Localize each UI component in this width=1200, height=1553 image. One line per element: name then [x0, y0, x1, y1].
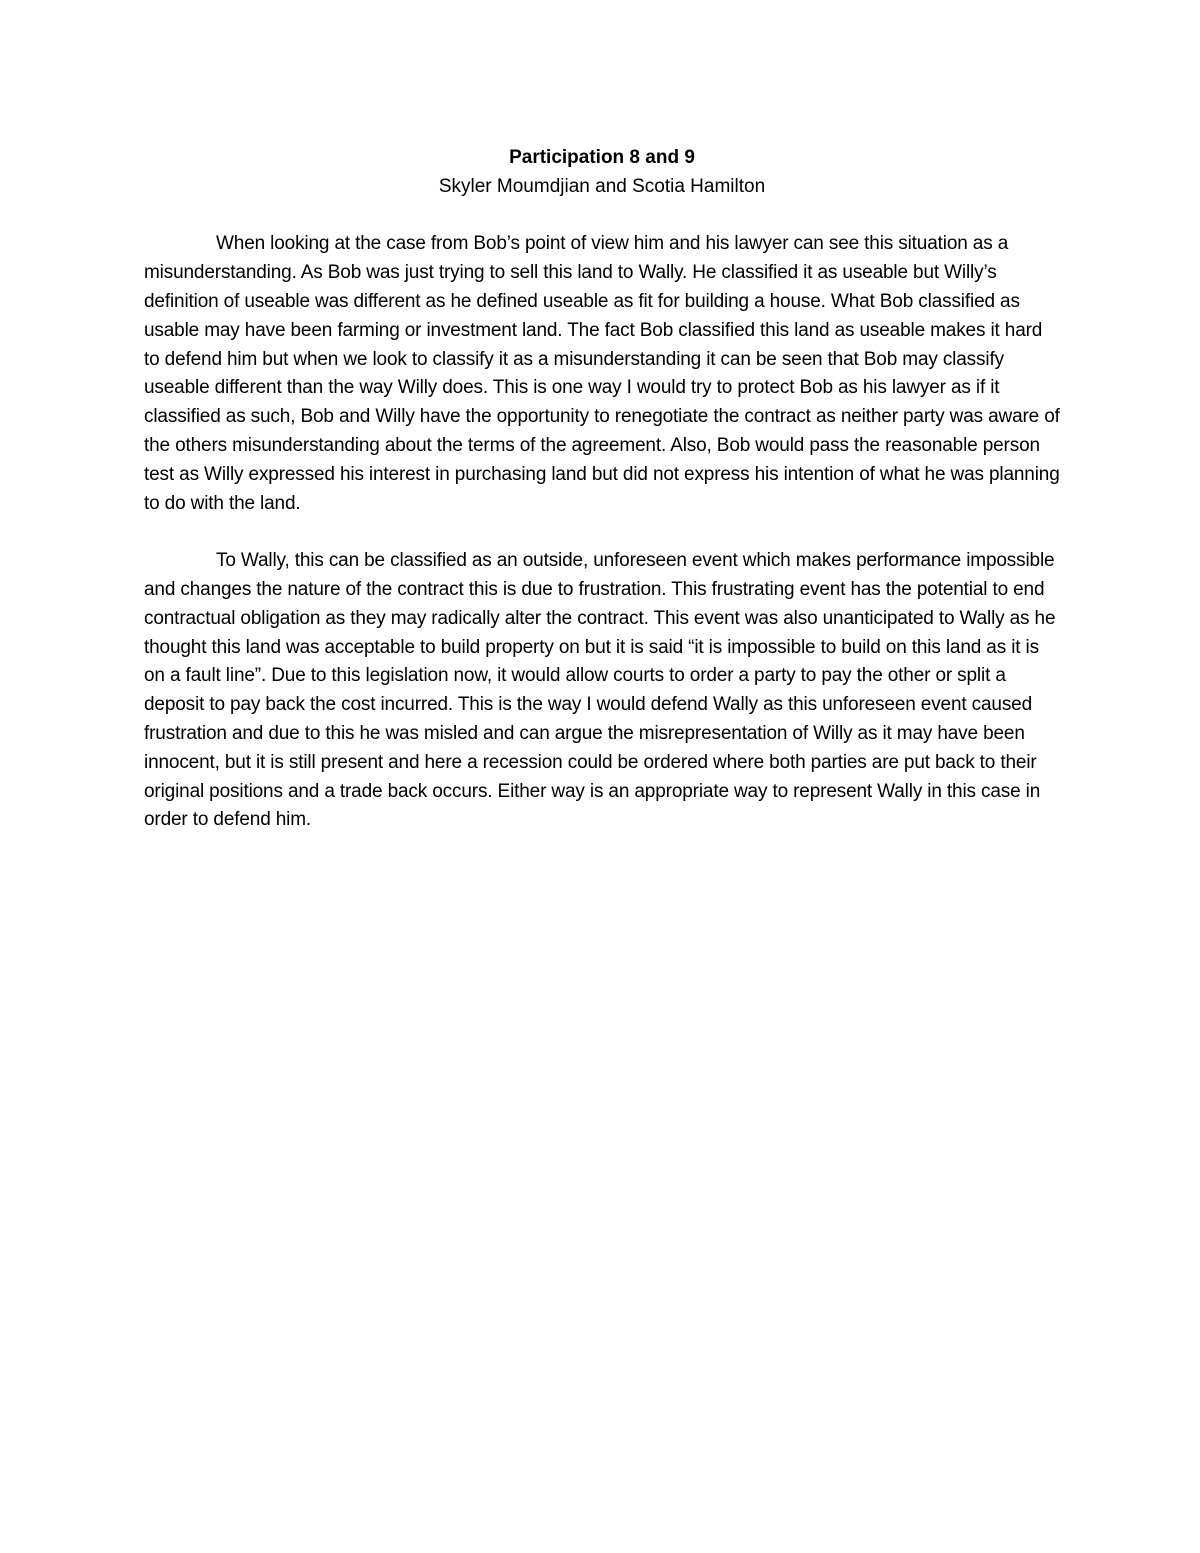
paragraph-bob-perspective: When looking at the case from Bob’s point of view him and his lawyer can see this situation as a misunderstanding. As Bob was just trying to sell this land to Wally. He classified it as useable but Willy’s definition of useable was different as he defined useable as fit for building a house. What Bob classified as usable may have been farming or investment land. The fact Bob classified this land as useable makes it hard to defend him but when we look to classify it as a misunderstanding it can be seen that Bob may classify useable different than the way Willy does. This is one way I would try to protect Bob as his lawyer as if it classified as such, Bob and Willy have the opportunity to renegotiate the contract as neither party was aware of the others misunderstanding about the terms of the agreement. Also, Bob would pass the reasonable person test as Willy expressed his interest in purchasing land but did not express his intention of what he was planning to do with the land.	[144, 233, 1060, 514]
document-title: Participation 8 and 9	[509, 147, 695, 168]
paragraph-wally-perspective: To Wally, this can be classified as an outside, unforeseen event which makes performance impossible and changes the nature of the contract this is due to frustration. This frustrating event has the potential to end contractual obligation as they may radically alter the contract. This event was also unanticipated to Wally as he thought this land was acceptable to build property on but it is said “it is impossible to build on this land as it is on a fault line”. Due to this legislation now, it would allow courts to order a party to pay the other or split a deposit to pay back the cost incurred. This is the way I would defend Wally as this unforeseen event caused frustration and due to this he was misled and can argue the misrepresentation of Willy as it may have been innocent, but it is still present and here a recession could be ordered where both parties are put back to their original positions and a trade back occurs. Either way is an appropriate way to represent Wally in this case in order to defend him.	[144, 550, 1056, 831]
document-body	[144, 144, 1060, 864]
document-authors: Skyler Moumdjian and Scotia Hamilton	[438, 175, 766, 197]
